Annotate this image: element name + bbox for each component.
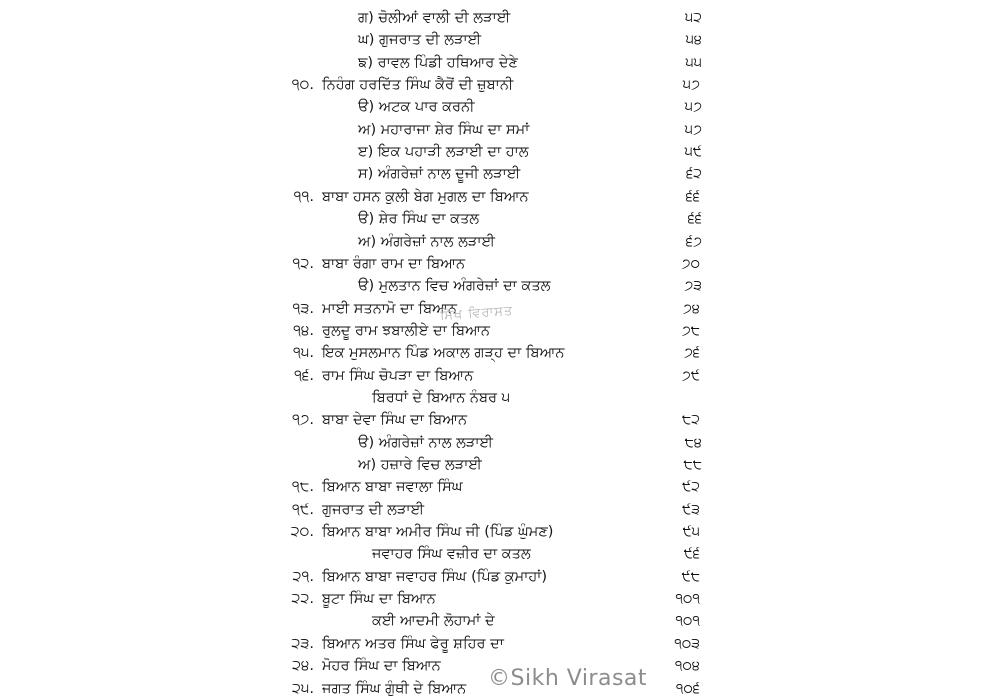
toc-entry-page-number: ੬੨ [686,166,702,183]
toc-entry [280,543,700,565]
toc-entry-page-number: ੧੦੪ [674,658,700,675]
toc-entry-page-number: ੯੬ [683,546,700,563]
toc-entry-title: ਬਾਬਾ ਦੇਵਾ ਸਿੰਘ ਦਾ ਬਿਆਨ [322,412,468,429]
toc-entry-page-number: ੫੭ [684,121,702,138]
toc-entry-number: ੨੦. [290,524,314,541]
faint-watermark-stamp: ਸਿੱਖ ਵਿਰਾਸਤ [439,303,514,324]
toc-entry [280,476,700,498]
toc-entry-page-number: ੮੪ [684,434,702,451]
toc-entry [282,275,702,297]
toc-entry-number: ੨੨. [291,591,314,608]
toc-entry [280,566,700,588]
toc-entry-number: ੧੭. [292,412,314,429]
toc-entry-number: ੧੯. [292,501,314,518]
toc-entry-title: ਅ) ਹਜ਼ਾਰੇ ਵਿਚ ਲੜਾਈ [358,457,482,473]
toc-entry-page-number: ੫੯ [684,144,702,161]
toc-entry [280,365,700,387]
toc-entry [282,208,702,230]
toc-entry [280,588,700,610]
toc-entry-number: ੧੬. [294,367,314,384]
toc-entry [282,96,702,118]
toc-entry-number: ੧੧. [293,188,314,205]
toc-entry [282,7,702,29]
toc-entry-title: ਜਗਤ ਸਿੰਘ ਗੁੰਥੀ ਦੇ ਬਿਆਨ [322,680,467,697]
toc-entry-page-number: ੯੮ [681,568,700,585]
toc-entry-number: ੨੧. [292,568,314,585]
toc-entry [280,633,700,655]
toc-entry-page-number: ੮੨ [682,412,700,429]
toc-entry-title: ਜਵਾਹਰ ਸਿੰਘ ਵਜ਼ੀਰ ਦਾ ਕਤਲ [372,546,531,563]
toc-entry-title: ਗੁਜਰਾਤ ਦੀ ਲੜਾਈ [322,501,425,518]
toc-entry-title: ਰਾਮ ਸਿੰਘ ਚੋਪੜਾ ਦਾ ਬਿਆਨ [322,367,474,384]
toc-entry-page-number: ੭੪ [682,300,700,317]
toc-entry-title: ੳ) ਮੁਲਤਾਨ ਵਿਚ ਅੰਗਰੇਜ਼ਾਂ ਦਾ ਕਤਲ [358,278,551,295]
toc-entry-page-number: ੧੦੧ [675,613,700,630]
watermark: ©Sikh Virasat [488,666,648,691]
toc-entry [282,454,702,476]
toc-entry-number: ੧੮. [291,479,314,496]
toc-entry-page-number: ੭੬ [683,345,700,362]
toc-entry-page-number: ੯੨ [682,479,700,496]
toc-entry-page-number: ੫੭ [682,77,700,94]
toc-entry-title: ਙ) ਰਾਵਲ ਪਿੰਡੀ ਹਥਿਆਰ ਦੇਣੇ [358,54,518,71]
toc-entry-title: ਬਾਬਾ ਹਸਨ ਕੁਲੀ ਬੇਗ ਮੁਗਲ ਦਾ ਬਿਆਨ [322,188,529,205]
toc-entry-page-number: ੫੨ [685,10,702,26]
toc-entry-title: ਮਾਈ ਸਤਨਾਮੋ ਦਾ ਬਿਆਨ [322,300,457,317]
toc-entry-title: ਬਿਰਧਾਂ ਦੇ ਬਿਆਨ ਨੰਬਰ ੫ [372,389,511,406]
toc-entry-title: ਬਿਆਨ ਬਾਬਾ ਅਮੀਰ ਸਿੰਘ ਜੀ (ਪਿੰਡ ਘੁੰਮਣ) [322,524,554,541]
toc-entry-title: ਇਕ ਮੁਸਲਮਾਨ ਪਿੰਡ ਅਕਾਲ ਗੜ੍ਹ ਦਾ ਬਿਆਨ [322,345,565,362]
toc-entry [282,231,702,253]
toc-entry-title: ੳ) ਅੰਗਰੇਜ਼ਾਂ ਨਾਲ ਲੜਾਈ [358,434,494,451]
toc-entry-title: ੲ) ਇਕ ਪਹਾੜੀ ਲੜਾਈ ਦਾ ਹਾਲ [358,144,529,161]
toc-entry-page-number: ੧੦੧ [675,591,700,608]
toc-entry-title: ਅ) ਮਹਾਰਾਜਾ ਸ਼ੇਰ ਸਿੰਘ ਦਾ ਸਮਾਂ [358,121,530,138]
toc-entry-page-number: ੯੩ [682,501,700,518]
toc-entry [282,432,702,454]
toc-entry-title: ਨਿਹੰਗ ਹਰਦਿੱਤ ਸਿੰਘ ਕੈਰੋਂ ਦੀ ਜ਼ੁਬਾਨੀ [322,77,514,94]
toc-entry [282,119,702,141]
toc-entry [280,253,700,275]
toc-entry-number: ੧੦. [291,77,314,94]
toc-entry-title: ਰੁਲਦੂ ਰਾਮ ਝਬਾਲੀਏ ਦਾ ਬਿਆਨ [322,322,490,339]
toc-entry-number: ੧੫. [292,345,314,362]
toc-entry [282,141,702,163]
toc-entry-page-number: ੫੫ [685,54,702,71]
toc-entry-number: ੧੨. [292,255,314,272]
toc-entry-page-number: ੭੯ [681,367,700,384]
toc-entry-page-number: ੬੬ [687,211,702,228]
toc-entry-title: ਗ) ਚੋਲੀਆਂ ਵਾਲੀ ਦੀ ਲੜਾਈ [358,10,511,26]
toc-entry-title: ਸ) ਅੰਗਰੇਜ਼ਾਂ ਨਾਲ ਦੂਜੀ ਲੜਾਈ [358,166,521,183]
toc-entry-page-number: ੮੮ [683,457,702,473]
toc-entry [280,521,700,543]
toc-entry-title: ਕਈ ਆਦਮੀ ਲੋਹਾਮਾਂ ਦੇ [372,613,495,630]
toc-entry [282,52,702,74]
toc-entry-page-number: ੭੮ [681,322,700,339]
toc-entry [280,186,700,208]
toc-entry-page-number: ੭੩ [684,278,702,295]
toc-entry-number: ੨੪. [292,658,314,675]
toc-entry-page-number: ੯੫ [682,524,700,541]
toc-entry [280,610,700,632]
toc-entry-title: ੳ) ਸ਼ੇਰ ਸਿੰਘ ਦਾ ਕਤਲ [358,211,480,228]
toc-entry [280,499,700,521]
toc-entry-page-number: ੧੦੩ [674,635,700,652]
toc-entry-page-number: ੫੪ [685,32,702,49]
toc-entry-title: ਬਿਆਨ ਅਤਰ ਸਿੰਘ ਫੇਰੂ ਸ਼ਹਿਰ ਦਾ [322,635,504,652]
toc-entry-page-number: ੫੭ [684,99,702,116]
toc-entry [280,387,700,409]
toc-entry-page-number: ੭੦ [681,255,700,272]
toc-entry-title: ਬਿਆਨ ਬਾਬਾ ਜਵਾਹਰ ਸਿੰਘ (ਪਿੰਡ ਕੁਮਾਹਾਂ) [322,568,548,585]
toc-entry-title: ਅ) ਅੰਗਰੇਜ਼ਾਂ ਨਾਲ ਲੜਾਈ [358,233,495,250]
toc-entry-title: ਬਾਬਾ ਰੰਗਾ ਰਾਮ ਦਾ ਬਿਆਨ [322,255,466,272]
toc-entry [280,320,700,342]
toc-entry-page-number: ੧੦੬ [675,680,700,697]
toc-entry-title: ੳ) ਅਟਕ ਪਾਰ ਕਰਨੀ [358,99,475,116]
toc-entry [280,409,700,431]
toc-entry-title: ਮੋਹਰ ਸਿੰਘ ਦਾ ਬਿਆਨ [322,658,441,675]
toc-entry [282,163,702,185]
toc-entry-number: ੨੩. [291,635,314,652]
toc-entry-title: ਘ) ਗੁਜਰਾਤ ਦੀ ਲੜਾਈ [358,32,482,49]
toc-entry-title: ਬੂਟਾ ਸਿੰਘ ਦਾ ਬਿਆਨ [322,591,436,608]
toc-entry-number: ੧੩. [292,300,314,317]
toc-entry [280,342,700,364]
toc-entry-number: ੧੪. [293,322,314,339]
toc-entry-title: ਬਿਆਨ ਬਾਬਾ ਜਵਾਲਾ ਸਿੰਘ [322,479,463,496]
toc-entry [282,29,702,51]
toc-entry-page-number: ੬੭ [685,233,702,250]
toc-entry-number: ੨੫. [291,680,314,697]
toc-entry [280,74,700,96]
toc-entry-page-number: ੬੬ [685,188,700,205]
